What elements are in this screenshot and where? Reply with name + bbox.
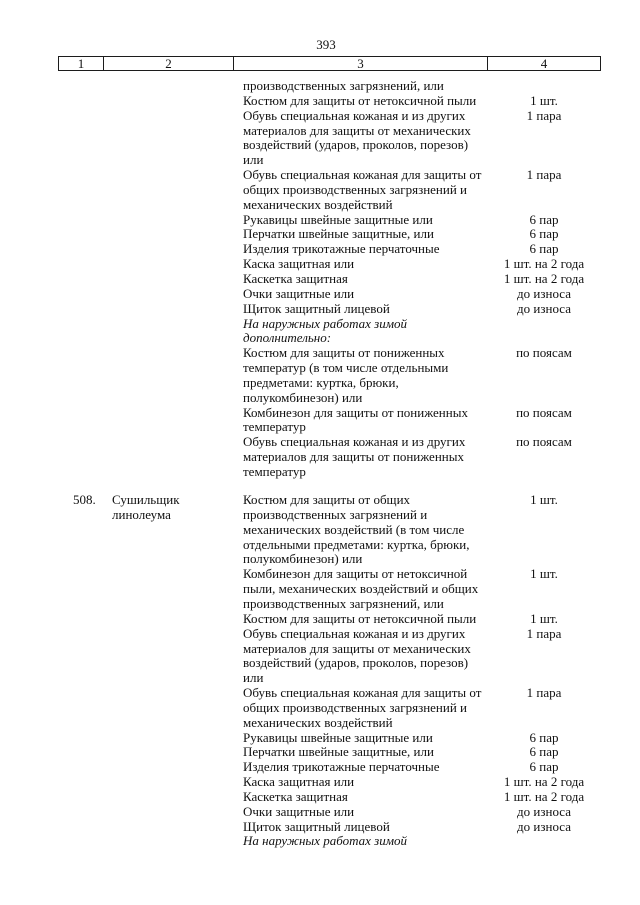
ppe-item-name-line: Костюм для защиты от общих [243, 492, 411, 508]
ppe-item-name [233, 168, 487, 213]
ppe-item-name-line: Костюм для защиты от нетоксичной пыли [243, 610, 477, 626]
ppe-item-name-line: Каскетка защитная [243, 788, 348, 804]
ppe-item-quantity: 1 шт. [530, 492, 558, 508]
ppe-item-name [233, 302, 487, 317]
ppe-item-name [233, 731, 487, 746]
ppe-item-name-line: Рукавицы швейные защитные или [243, 729, 433, 745]
page-number: 393 [316, 37, 336, 52]
ppe-item [233, 94, 601, 109]
ppe-item-name [233, 287, 487, 302]
ppe-item-name [233, 834, 487, 849]
header-col-1: 1 [58, 56, 103, 71]
ppe-item-name-line: Изделия трикотажные перчаточные [243, 759, 440, 775]
ppe-item-name [233, 94, 487, 109]
ppe-item-quantity: 6 пар [529, 729, 559, 745]
ppe-item [233, 272, 601, 287]
ppe-item-name-line: На наружных работах зимой [243, 315, 408, 331]
ppe-item-name [233, 612, 487, 627]
ppe-item [233, 775, 601, 790]
ppe-item-name-line: полукомбинезон) или [243, 551, 363, 567]
table-header-row [58, 56, 601, 71]
entry-number: 508. [73, 492, 96, 508]
ppe-item [233, 820, 601, 835]
ppe-item-name-line: Комбинезон для защиты от нетоксичной [243, 566, 468, 582]
ppe-item-quantity: 6 пар [529, 241, 559, 257]
ppe-item-quantity: 1 шт. [530, 92, 558, 108]
ppe-item-name [233, 272, 487, 287]
ppe-item-name-line: материалов для защиты от механических [243, 640, 471, 656]
ppe-item [233, 612, 601, 627]
ppe-item-name [233, 567, 487, 612]
ppe-item [233, 406, 601, 436]
ppe-item [233, 287, 601, 302]
ppe-item [233, 731, 601, 746]
ppe-item-name-line: Обувь специальная кожаная для защиты от [243, 685, 482, 701]
ppe-item-name-line: Щиток защитный лицевой [243, 818, 390, 834]
ppe-item-list [233, 79, 601, 480]
ppe-item-name-line: Обувь специальная кожаная для защиты от [243, 167, 482, 183]
ppe-item-name-line: материалов для защиты от пониженных [243, 449, 464, 465]
ppe-item-quantity: 1 пара [526, 685, 562, 701]
ppe-item-name-line: Каска защитная или [243, 256, 355, 272]
ppe-item-name [233, 686, 487, 731]
ppe-item-name-line: Комбинезон для защиты от пониженных [243, 404, 468, 420]
ppe-item-name [233, 213, 487, 228]
ppe-item-name-line: или [243, 670, 264, 686]
work-condition-note [233, 317, 601, 347]
ppe-item-name [233, 627, 487, 686]
ppe-item-name-line: общих производственных загрязнений и [243, 181, 468, 197]
ppe-item-name-line: предметами: куртка, брюки, [243, 374, 399, 390]
profession-name-line: линолеума [112, 506, 171, 522]
ppe-item [233, 213, 601, 228]
ppe-item-quantity [487, 317, 601, 332]
ppe-item-name-line: общих производственных загрязнений и [243, 699, 468, 715]
ppe-item-name-line: Костюм для защиты от пониженных [243, 345, 445, 361]
header-col-4: 4 [487, 56, 601, 71]
ppe-item [233, 805, 601, 820]
ppe-item-name-line: отдельными предметами: куртка, брюки, [243, 536, 470, 552]
ppe-item-name-line: материалов для защиты от механических [243, 122, 471, 138]
ppe-item-name-line: Обувь специальная кожаная и из других [243, 434, 466, 450]
ppe-item-name [233, 257, 487, 272]
ppe-item-name-line: Костюм для защиты от нетоксичной пыли [243, 92, 477, 108]
ppe-item-name-line: температур [243, 463, 306, 479]
profession-cell [103, 493, 233, 523]
ppe-item-name-line: Обувь специальная кожаная и из других [243, 625, 466, 641]
ppe-item-name-line: На наружных работах зимой [243, 833, 408, 849]
ppe-item-name [233, 820, 487, 835]
ppe-item-name-line: дополнительно: [243, 330, 332, 346]
ppe-item-name [233, 346, 487, 405]
ppe-item-quantity: по поясам [516, 434, 572, 450]
ppe-item-name-line: Обувь специальная кожаная и из других [243, 107, 466, 123]
ppe-item-quantity: 1 пара [526, 167, 562, 183]
ppe-item-quantity: 1 пара [526, 107, 562, 123]
ppe-item-name-line: Перчатки швейные защитные, или [243, 226, 434, 242]
ppe-item-name-line: воздействий (ударов, проколов, порезов) [243, 137, 469, 153]
ppe-item-name [233, 317, 487, 347]
ppe-item-quantity: до износа [517, 300, 571, 316]
ppe-item-name-line: Перчатки швейные защитные, или [243, 744, 434, 760]
work-condition-note [233, 834, 601, 849]
ppe-item-name [233, 745, 487, 760]
table-body [58, 79, 601, 849]
ppe-item-name-line: Каска защитная или [243, 774, 355, 790]
ppe-item [233, 227, 601, 242]
ppe-item-quantity: 1 шт. [530, 566, 558, 582]
ppe-item [233, 79, 601, 94]
ppe-item [233, 493, 601, 567]
ppe-item [233, 109, 601, 168]
ppe-item-name-line: температур [243, 419, 306, 435]
ppe-item-name-line: механических воздействий [243, 714, 393, 730]
profession-name-line: Сушильщик [112, 492, 180, 508]
ppe-item-quantity: 6 пар [529, 759, 559, 775]
ppe-item-name-line: или [243, 152, 264, 168]
ppe-item-list [233, 493, 601, 849]
ppe-item-quantity: 6 пар [529, 226, 559, 242]
ppe-item [233, 686, 601, 731]
header-col-3: 3 [233, 56, 487, 71]
ppe-item-name-line: пыли, механических воздействий и общих [243, 581, 479, 597]
ppe-item-name-line: полукомбинезон) или [243, 389, 363, 405]
ppe-item-name-line: Изделия трикотажные перчаточные [243, 241, 440, 257]
ppe-item-name [233, 227, 487, 242]
ppe-item [233, 242, 601, 257]
ppe-item-quantity: до износа [517, 818, 571, 834]
ppe-item-name-line: Очки защитные или [243, 803, 355, 819]
ppe-item-name [233, 760, 487, 775]
ppe-item-name [233, 805, 487, 820]
ppe-item-quantity: 1 пара [526, 625, 562, 641]
ppe-item-name-line: Щиток защитный лицевой [243, 300, 390, 316]
ppe-item [233, 257, 601, 272]
ppe-item-name [233, 790, 487, 805]
ppe-item-quantity: 1 шт. на 2 года [503, 270, 585, 286]
ppe-item-name-line: Очки защитные или [243, 285, 355, 301]
table-entry [58, 79, 601, 480]
ppe-item-name-line: Каскетка защитная [243, 270, 348, 286]
table-entry [58, 493, 601, 849]
ppe-item [233, 790, 601, 805]
ppe-item-quantity: 6 пар [529, 744, 559, 760]
entry-number [58, 79, 103, 94]
ppe-item-quantity: по поясам [516, 404, 572, 420]
ppe-item-quantity: по поясам [516, 345, 572, 361]
ppe-item-quantity: 1 шт. на 2 года [503, 774, 585, 790]
ppe-item-quantity: до износа [517, 803, 571, 819]
ppe-item-name-line: механических воздействий [243, 196, 393, 212]
ppe-item [233, 346, 601, 405]
ppe-item-name-line: производственных загрязнений, или [243, 78, 444, 93]
ppe-item-quantity: 1 шт. на 2 года [503, 788, 585, 804]
ppe-item [233, 435, 601, 480]
header-col-2: 2 [103, 56, 233, 71]
ppe-item-name-line: воздействий (ударов, проколов, порезов) [243, 655, 469, 671]
ppe-item-name-line: производственных загрязнений и [243, 506, 428, 522]
ppe-item-name [233, 242, 487, 257]
ppe-item-quantity [487, 79, 601, 94]
ppe-item-name [233, 435, 487, 480]
ppe-item-name [233, 79, 487, 94]
ppe-item [233, 302, 601, 317]
ppe-item-quantity: 1 шт. [530, 610, 558, 626]
ppe-item [233, 168, 601, 213]
ppe-item-quantity: до износа [517, 285, 571, 301]
ppe-item-name [233, 109, 487, 168]
ppe-item-quantity: 6 пар [529, 211, 559, 227]
ppe-item-name-line: Рукавицы швейные защитные или [243, 211, 433, 227]
ppe-item-quantity [487, 834, 601, 849]
ppe-item-name-line: температур (в том числе отдельными [243, 360, 449, 376]
ppe-item-quantity: 1 шт. на 2 года [503, 256, 585, 272]
ppe-item-name-line: производственных загрязнений, или [243, 595, 444, 611]
ppe-item-name-line: механических воздействий (в том числе [243, 521, 465, 537]
ppe-item-name [233, 775, 487, 790]
ppe-item-name [233, 493, 487, 567]
ppe-item-name [233, 406, 487, 436]
ppe-item [233, 627, 601, 686]
ppe-item [233, 760, 601, 775]
ppe-item [233, 567, 601, 612]
ppe-item [233, 745, 601, 760]
